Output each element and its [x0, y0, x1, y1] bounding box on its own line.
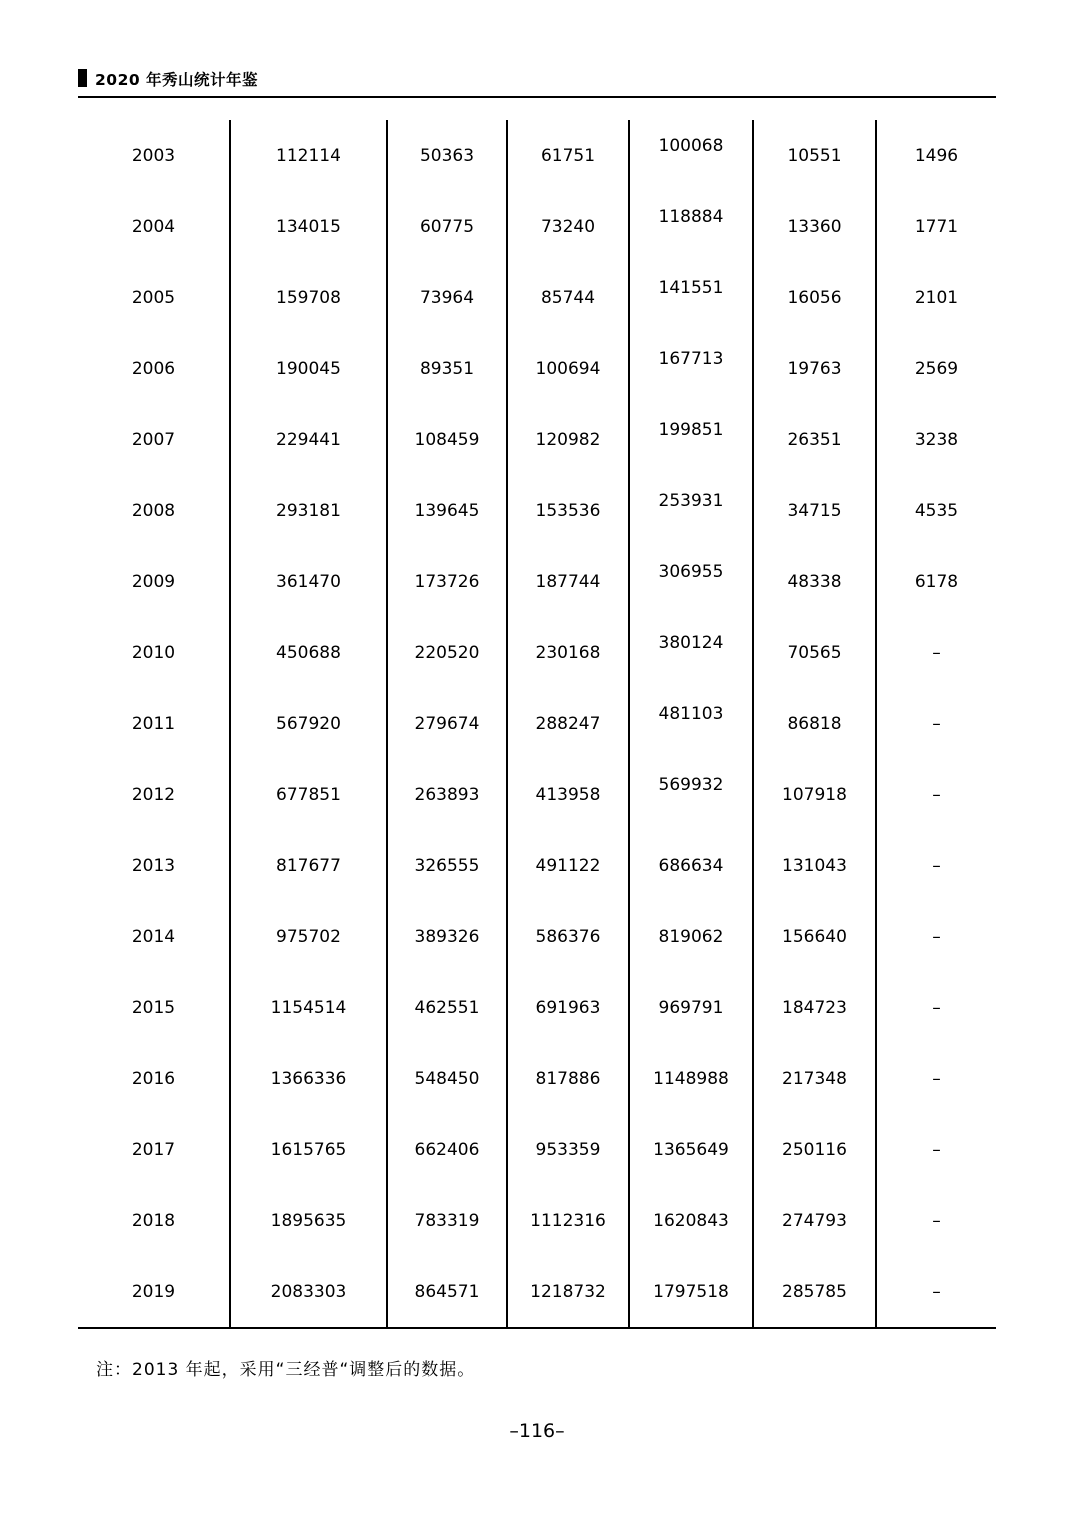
table-cell: 50363 — [387, 120, 507, 191]
table-cell: 220520 — [387, 617, 507, 688]
table-cell: – — [876, 972, 996, 1043]
table-cell-year: 2017 — [78, 1114, 230, 1185]
table-cell: 1771 — [876, 191, 996, 262]
table-cell: 4535 — [876, 475, 996, 546]
table-cell: 217348 — [753, 1043, 876, 1114]
table-cell: 2083303 — [230, 1256, 387, 1328]
statistics-table — [78, 120, 996, 1329]
cell-text: 100068 — [658, 135, 724, 156]
table-cell-year: 2012 — [78, 759, 230, 830]
table-cell — [629, 688, 753, 759]
table-cell: 89351 — [387, 333, 507, 404]
page-header — [78, 68, 996, 102]
table-cell-year: 2003 — [78, 120, 230, 191]
table-cell: 1148988 — [629, 1043, 753, 1114]
cell-text: 167713 — [658, 348, 724, 369]
table-cell: 6178 — [876, 546, 996, 617]
table-cell: 73240 — [507, 191, 629, 262]
table-row — [78, 688, 996, 759]
table-cell: 60775 — [387, 191, 507, 262]
table-cell: 159708 — [230, 262, 387, 333]
table-cell-year: 2015 — [78, 972, 230, 1043]
table-row — [78, 333, 996, 404]
table-cell: 1365649 — [629, 1114, 753, 1185]
table-cell: 953359 — [507, 1114, 629, 1185]
cell-text: 118884 — [658, 206, 724, 227]
table-row — [78, 1114, 996, 1185]
table-cell: 969791 — [629, 972, 753, 1043]
table-row — [78, 262, 996, 333]
table-cell: 462551 — [387, 972, 507, 1043]
table-cell-year: 2013 — [78, 830, 230, 901]
table-cell: 361470 — [230, 546, 387, 617]
table-cell: – — [876, 1185, 996, 1256]
table-cell: 1620843 — [629, 1185, 753, 1256]
table-cell-year: 2007 — [78, 404, 230, 475]
table-cell: 548450 — [387, 1043, 507, 1114]
table-cell-year: 2005 — [78, 262, 230, 333]
cell-text: 141551 — [658, 277, 724, 298]
table-cell: 819062 — [629, 901, 753, 972]
table-cell: 100694 — [507, 333, 629, 404]
table-cell: 184723 — [753, 972, 876, 1043]
table-cell: 389326 — [387, 901, 507, 972]
table-row — [78, 404, 996, 475]
table-cell: – — [876, 1043, 996, 1114]
table-cell — [629, 475, 753, 546]
table-cell: 139645 — [387, 475, 507, 546]
table-cell: 3238 — [876, 404, 996, 475]
table-row — [78, 1256, 996, 1328]
table-body — [78, 120, 996, 1328]
table-cell: 817886 — [507, 1043, 629, 1114]
table-row — [78, 546, 996, 617]
table-cell — [629, 617, 753, 688]
table-row — [78, 759, 996, 830]
table-cell: 108459 — [387, 404, 507, 475]
table-cell: 1112316 — [507, 1185, 629, 1256]
table-cell: 1496 — [876, 120, 996, 191]
table-row — [78, 617, 996, 688]
table-cell-year: 2004 — [78, 191, 230, 262]
table-cell: 86818 — [753, 688, 876, 759]
table-cell: 230168 — [507, 617, 629, 688]
header-divider — [78, 96, 996, 98]
table-cell: – — [876, 617, 996, 688]
table-cell: 864571 — [387, 1256, 507, 1328]
table-cell — [629, 262, 753, 333]
table-cell: 567920 — [230, 688, 387, 759]
header-title: 2020 年秀山统计年鉴 — [95, 71, 259, 89]
table-cell: 107918 — [753, 759, 876, 830]
table-cell: 279674 — [387, 688, 507, 759]
table-cell — [629, 759, 753, 830]
table-cell: – — [876, 830, 996, 901]
table-cell: 783319 — [387, 1185, 507, 1256]
table-cell: – — [876, 901, 996, 972]
table-cell: 156640 — [753, 901, 876, 972]
table-cell: 61751 — [507, 120, 629, 191]
table-cell: 10551 — [753, 120, 876, 191]
page-number: –116– — [509, 1420, 565, 1442]
table-row — [78, 1185, 996, 1256]
table-row — [78, 901, 996, 972]
table-cell: 817677 — [230, 830, 387, 901]
table-cell: – — [876, 688, 996, 759]
cell-text: 481103 — [658, 703, 724, 724]
table-row — [78, 830, 996, 901]
table-cell: 85744 — [507, 262, 629, 333]
table-cell: 48338 — [753, 546, 876, 617]
table-cell: 112114 — [230, 120, 387, 191]
table-cell-year: 2006 — [78, 333, 230, 404]
header-bullet-icon — [78, 69, 87, 87]
table-cell: 16056 — [753, 262, 876, 333]
cell-text: 199851 — [658, 419, 724, 440]
table-cell: 975702 — [230, 901, 387, 972]
table-row — [78, 120, 996, 191]
table-cell: 134015 — [230, 191, 387, 262]
table-cell: 73964 — [387, 262, 507, 333]
table-cell: 686634 — [629, 830, 753, 901]
table-cell: 19763 — [753, 333, 876, 404]
table-cell-year: 2019 — [78, 1256, 230, 1328]
table-cell: 1218732 — [507, 1256, 629, 1328]
table-cell: 120982 — [507, 404, 629, 475]
table-cell: 13360 — [753, 191, 876, 262]
table-cell: 413958 — [507, 759, 629, 830]
table-note: 注：2013 年起，采用“三经普“调整后的数据。 — [96, 1360, 476, 1380]
table-cell: 153536 — [507, 475, 629, 546]
table-cell: 293181 — [230, 475, 387, 546]
table-cell — [629, 120, 753, 191]
table-row — [78, 475, 996, 546]
table-cell-year: 2009 — [78, 546, 230, 617]
table-cell: 288247 — [507, 688, 629, 759]
table-cell: 131043 — [753, 830, 876, 901]
table-cell: 34715 — [753, 475, 876, 546]
table-cell: – — [876, 1256, 996, 1328]
table-row — [78, 191, 996, 262]
table-cell: 285785 — [753, 1256, 876, 1328]
table-cell: 450688 — [230, 617, 387, 688]
table-cell: 173726 — [387, 546, 507, 617]
table-row — [78, 972, 996, 1043]
table-cell-year: 2016 — [78, 1043, 230, 1114]
table-cell: 263893 — [387, 759, 507, 830]
table-cell: 1154514 — [230, 972, 387, 1043]
table-cell-year: 2010 — [78, 617, 230, 688]
table-cell: 250116 — [753, 1114, 876, 1185]
table-cell: 326555 — [387, 830, 507, 901]
table-cell: 26351 — [753, 404, 876, 475]
table-cell: 1366336 — [230, 1043, 387, 1114]
table-cell-year: 2008 — [78, 475, 230, 546]
cell-text: 569932 — [658, 774, 724, 795]
table-cell: 1895635 — [230, 1185, 387, 1256]
table-row — [78, 1043, 996, 1114]
table-cell: 2101 — [876, 262, 996, 333]
table-cell: – — [876, 759, 996, 830]
table-cell: – — [876, 1114, 996, 1185]
table-cell: 662406 — [387, 1114, 507, 1185]
table-cell-year: 2014 — [78, 901, 230, 972]
table-cell: 2569 — [876, 333, 996, 404]
cell-text: 380124 — [658, 632, 724, 653]
table-cell: 187744 — [507, 546, 629, 617]
table-cell: 190045 — [230, 333, 387, 404]
table-cell: 229441 — [230, 404, 387, 475]
table-cell — [629, 546, 753, 617]
table-cell: 70565 — [753, 617, 876, 688]
table-cell — [629, 404, 753, 475]
statistics-table-container — [78, 120, 996, 1329]
table-cell-year: 2011 — [78, 688, 230, 759]
cell-text: 306955 — [658, 561, 724, 582]
table-cell: 586376 — [507, 901, 629, 972]
table-cell: 274793 — [753, 1185, 876, 1256]
table-cell: 491122 — [507, 830, 629, 901]
cell-text: 253931 — [658, 490, 724, 511]
table-cell-year: 2018 — [78, 1185, 230, 1256]
table-cell — [629, 191, 753, 262]
table-cell: 1615765 — [230, 1114, 387, 1185]
table-cell: 677851 — [230, 759, 387, 830]
table-cell: 1797518 — [629, 1256, 753, 1328]
table-cell: 691963 — [507, 972, 629, 1043]
table-cell — [629, 333, 753, 404]
